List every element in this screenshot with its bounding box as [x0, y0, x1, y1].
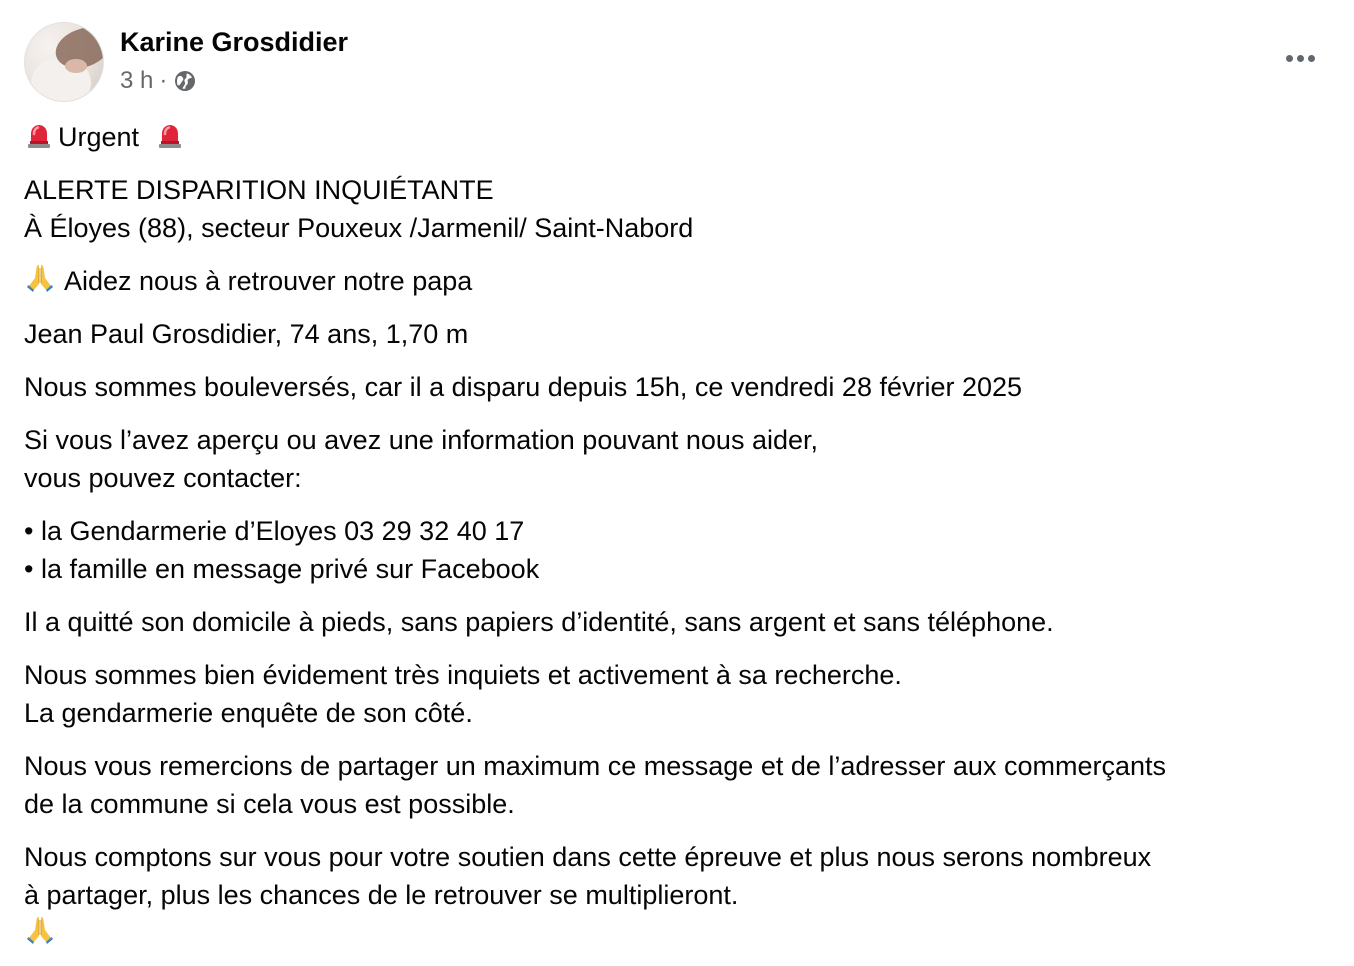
more-horizontal-icon [1286, 55, 1293, 62]
siren-emoji [24, 120, 54, 150]
author-name[interactable]: Karine Grosdidier [120, 27, 349, 57]
globe-icon[interactable] [173, 69, 197, 93]
count-paragraph [24, 838, 1334, 952]
help-line [24, 262, 1334, 300]
contact-paragraph [24, 421, 1334, 497]
worried-paragraph [24, 656, 1334, 732]
alert-title: ALERTE DISPARITION INQUIÉTANTE [24, 175, 494, 205]
person-line: Jean Paul Grosdidier, 74 ans, 1,70 m [24, 319, 469, 349]
bullet: • [24, 516, 34, 546]
contact-line-2: vous pouvez contacter: [24, 463, 302, 493]
help-text: Aidez nous à retrouver notre papa [64, 266, 473, 296]
post-meta [120, 66, 197, 96]
contact-item-gendarmerie [24, 512, 1334, 550]
worried-line-1: Nous sommes bien évidement très inquiets et activement à sa recherche. [24, 660, 902, 690]
post-timestamp[interactable]: 3 h [120, 67, 154, 94]
post-header [24, 22, 1330, 102]
avatar[interactable] [24, 22, 104, 102]
thanks-line-1: Nous vous remercions de partager un maximum ce message et de l’adresser aux commerçants [24, 751, 1166, 781]
disappeared-line: Nous sommes bouleversés, car il a disparu depuis 15h, ce vendredi 28 février 2025 [24, 372, 1023, 402]
contact-list [24, 512, 1334, 588]
closing-emoji-line [24, 914, 1334, 952]
bullet: • [24, 554, 34, 584]
urgent-line [24, 118, 1334, 156]
alert-paragraph [24, 171, 1334, 247]
count-line-1: Nous comptons sur vous pour votre soutien dans cette épreuve et plus nous serons nombreux [24, 842, 1152, 872]
more-options-button[interactable] [1280, 44, 1320, 72]
meta-separator: · [159, 67, 168, 94]
left-home-line: Il a quitté son domicile à pieds, sans papiers d’identité, sans argent et sans téléphone. [24, 607, 1054, 637]
contact-item-family [24, 550, 1334, 588]
contact-line-1: Si vous l’avez aperçu ou avez une information pouvant nous aider, [24, 425, 818, 455]
contact-gendarmerie-text: la Gendarmerie d’Eloyes 03 29 32 40 17 [40, 516, 525, 546]
thanks-paragraph [24, 747, 1334, 823]
post-body [24, 118, 1334, 952]
siren-emoji [155, 120, 185, 150]
alert-location: À Éloyes (88), secteur Pouxeux /Jarmenil/ Saint-Nabord [24, 213, 694, 243]
thanks-line-2: de la commune si cela vous est possible. [24, 789, 515, 819]
contact-family-text: la famille en message privé sur Facebook [40, 554, 540, 584]
urgent-text: Urgent [58, 122, 140, 152]
praying-hands-emoji [24, 262, 56, 294]
count-line-2: à partager, plus les chances de le retrouver se multiplieront. [24, 880, 739, 910]
worried-line-2: La gendarmerie enquête de son côté. [24, 698, 473, 728]
praying-hands-emoji [24, 914, 56, 946]
